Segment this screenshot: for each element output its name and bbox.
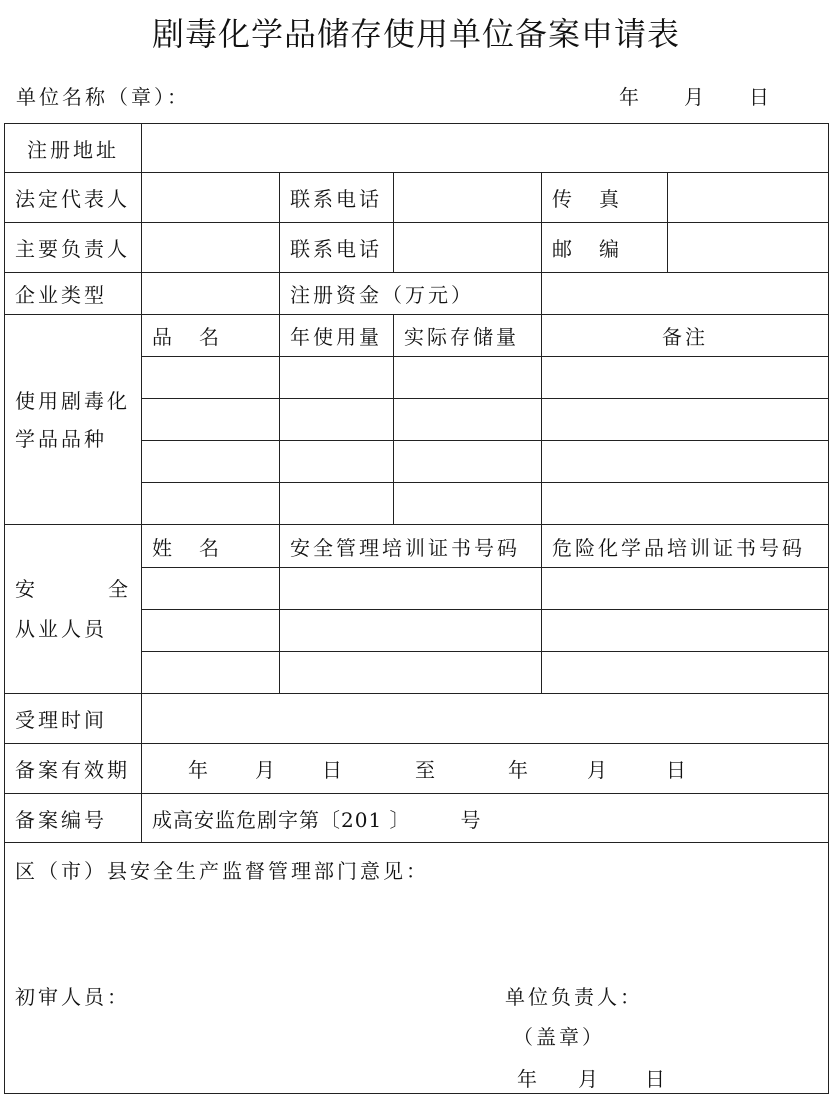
category-section-text: 使用剧毒化学品品种 <box>15 388 130 451</box>
legal-rep-field[interactable] <box>142 173 280 223</box>
safety-cert-cell[interactable] <box>280 568 542 610</box>
annual-use-header: 年使用量 <box>280 315 394 357</box>
remark-cell[interactable] <box>542 441 829 483</box>
opinion-month: 月 <box>578 1067 601 1091</box>
remark-cell[interactable] <box>542 399 829 441</box>
opinion-label: 区（市）县安全生产监督管理部门意见： <box>15 859 429 883</box>
staff-a-1: 安 <box>15 577 38 601</box>
staff-name-header <box>142 525 280 568</box>
form-title: 剧毒化学品储存使用单位备案申请表 <box>151 15 680 53</box>
record-no-suffix: 号 <box>460 807 484 832</box>
remark-cell[interactable] <box>542 483 829 525</box>
validity-range[interactable] <box>142 744 829 794</box>
postcode-label <box>542 223 668 273</box>
staff-name-cell[interactable] <box>142 568 280 610</box>
hazchem-cert-cell[interactable] <box>542 610 829 652</box>
postcode-label-b: 编 <box>599 237 622 261</box>
fax-label <box>542 173 668 223</box>
cat-name-header <box>142 315 280 357</box>
staff-section-line-a <box>15 569 141 609</box>
postcode-label-a: 邮 <box>552 237 575 261</box>
cat-name-cell[interactable] <box>142 483 280 525</box>
cat-name-cell[interactable] <box>142 357 280 399</box>
actual-storage-cell[interactable] <box>394 357 542 399</box>
annual-use-cell[interactable] <box>280 483 394 525</box>
reg-address-label: 注册地址 <box>5 124 142 173</box>
unit-head-label: 单位负责人： <box>505 985 643 1009</box>
annual-use-cell[interactable] <box>280 441 394 483</box>
validity-to-year: 年 <box>508 758 531 782</box>
opinion-section[interactable] <box>5 843 829 1094</box>
accept-time-field[interactable] <box>142 694 829 744</box>
unit-name-label: 单位名称（章）： <box>16 85 190 109</box>
header-year: 年 <box>619 85 642 109</box>
validity-to-month: 月 <box>587 758 610 782</box>
opinion-date <box>517 1063 668 1092</box>
validity-from-month: 月 <box>255 758 278 782</box>
staff-section-line-b: 从业人员 <box>15 617 107 641</box>
hazchem-cert-cell[interactable] <box>542 652 829 694</box>
cat-name-a: 品 <box>152 325 175 349</box>
validity-from-day: 日 <box>322 758 345 782</box>
opinion-day: 日 <box>645 1067 668 1091</box>
actual-storage-cell[interactable] <box>394 441 542 483</box>
safety-cert-cell[interactable] <box>280 610 542 652</box>
actual-storage-cell[interactable] <box>394 483 542 525</box>
registration-form-table <box>4 123 829 1094</box>
opinion-year: 年 <box>517 1067 540 1091</box>
safety-cert-header: 安全管理培训证书号码 <box>280 525 542 568</box>
reg-capital-label: 注册资金（万元） <box>280 273 542 315</box>
fax-label-b: 真 <box>599 187 622 211</box>
header-date <box>619 82 772 112</box>
main-person-phone-field[interactable] <box>394 223 542 273</box>
record-no-label: 备案编号 <box>5 794 142 843</box>
cat-name-b: 名 <box>199 325 222 349</box>
cat-name-cell[interactable] <box>142 441 280 483</box>
staff-name-a: 姓 <box>152 535 175 560</box>
actual-storage-cell[interactable] <box>394 399 542 441</box>
first-reviewer-label: 初审人员： <box>15 985 130 1009</box>
enterprise-type-field[interactable] <box>142 273 280 315</box>
fax-field[interactable] <box>668 173 829 223</box>
actual-storage-header: 实际存储量 <box>394 315 542 357</box>
cat-name-cell[interactable] <box>142 399 280 441</box>
validity-label: 备案有效期 <box>5 744 142 794</box>
staff-name-b: 名 <box>199 535 222 560</box>
postcode-field[interactable] <box>668 223 829 273</box>
staff-a-2: 全 <box>108 577 131 601</box>
header-day: 日 <box>749 85 772 109</box>
main-person-label: 主要负责人 <box>5 223 142 273</box>
legal-rep-label: 法定代表人 <box>5 173 142 223</box>
hazchem-cert-header: 危险化学品培训证书号码 <box>542 525 829 568</box>
annual-use-cell[interactable] <box>280 357 394 399</box>
validity-to-day: 日 <box>666 758 689 782</box>
main-person-phone-label: 联系电话 <box>280 223 394 273</box>
safety-cert-cell[interactable] <box>280 652 542 694</box>
remark-cell[interactable] <box>542 357 829 399</box>
hazchem-cert-cell[interactable] <box>542 568 829 610</box>
record-no-field[interactable] <box>142 794 829 843</box>
enterprise-type-label: 企业类型 <box>5 273 142 315</box>
validity-from-year: 年 <box>188 758 211 782</box>
main-person-field[interactable] <box>142 223 280 273</box>
staff-section-label <box>5 525 142 694</box>
category-section-label <box>5 315 142 525</box>
accept-time-label: 受理时间 <box>5 694 142 744</box>
header-month: 月 <box>684 85 707 109</box>
reg-address-field[interactable] <box>142 124 829 173</box>
record-no-value: 成高安监危剧字第〔201 〕 <box>152 807 411 832</box>
annual-use-cell[interactable] <box>280 399 394 441</box>
remark-header: 备注 <box>542 315 829 357</box>
validity-to: 至 <box>415 758 438 782</box>
legal-rep-phone-label: 联系电话 <box>280 173 394 223</box>
fax-label-a: 传 <box>552 187 575 211</box>
reg-capital-field[interactable] <box>542 273 829 315</box>
seal-label: （盖章） <box>513 1025 605 1049</box>
staff-name-cell[interactable] <box>142 610 280 652</box>
staff-name-cell[interactable] <box>142 652 280 694</box>
legal-rep-phone-field[interactable] <box>394 173 542 223</box>
